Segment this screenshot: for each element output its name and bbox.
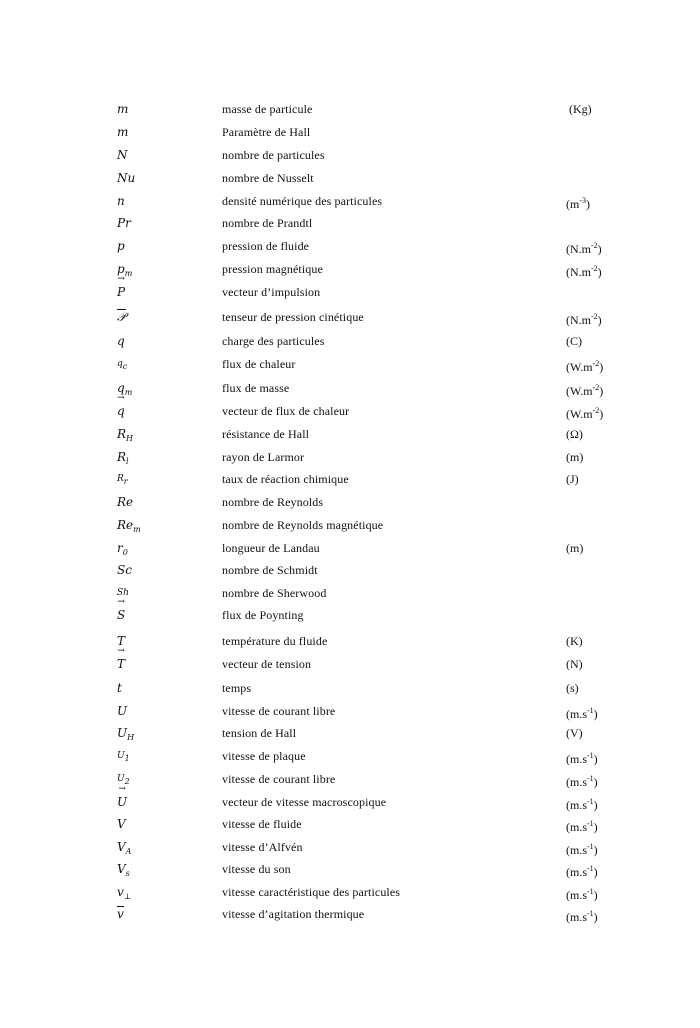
- unit-base: (W.m: [566, 360, 593, 374]
- unit: [566, 261, 602, 280]
- row-tenseur-pression: [0, 309, 700, 331]
- unit: [566, 884, 598, 903]
- symbol-subscript: l: [126, 457, 129, 466]
- symbol-base: t: [117, 681, 122, 695]
- description: vitesse de fluide: [222, 817, 302, 831]
- description: résistance de Hall: [222, 427, 310, 441]
- description: vecteur d’impulsion: [222, 285, 321, 299]
- description: vitesse d’agitation thermique: [222, 907, 365, 921]
- unit-close: ): [586, 197, 591, 211]
- symbol: [117, 703, 127, 719]
- row-prandtl: [0, 215, 700, 237]
- unit-exponent: -1: [587, 909, 594, 918]
- symbol: [117, 284, 125, 300]
- symbol-base: S →: [117, 607, 125, 623]
- description: vitesse du son: [222, 862, 291, 876]
- symbol: [117, 124, 128, 140]
- symbol: [117, 884, 131, 905]
- row-schmidt: [0, 562, 700, 584]
- unit-exponent: -1: [587, 751, 594, 760]
- symbol-base: v: [117, 885, 124, 899]
- symbol-base: V: [117, 840, 126, 854]
- symbol: [117, 426, 133, 447]
- description: tension de Hall: [222, 726, 297, 740]
- symbol-subscript: 1: [124, 754, 130, 763]
- symbol-subscript: H: [126, 434, 134, 443]
- unit-close: ): [593, 910, 598, 924]
- unit: [566, 816, 598, 835]
- unit-exponent: -2: [591, 264, 598, 273]
- symbol-base: U: [117, 726, 128, 740]
- unit-exponent: -1: [587, 774, 594, 783]
- symbol-subscript: m: [124, 269, 133, 278]
- unit: [566, 906, 598, 925]
- description: vitesse de courant libre: [222, 772, 336, 786]
- unit-close: ): [593, 820, 598, 834]
- symbol-base: P →: [117, 284, 125, 300]
- symbol: [117, 540, 128, 561]
- symbol-base: q →: [117, 403, 125, 419]
- description: taux de réaction chimique: [222, 472, 349, 486]
- row-vitesse-son: [0, 861, 700, 883]
- row-masse-particule: [0, 101, 700, 123]
- unit-close: ): [599, 360, 604, 374]
- symbol: [117, 238, 125, 254]
- unit: (Kg): [569, 102, 592, 116]
- unit: [566, 861, 598, 880]
- symbol-base: U: [117, 751, 125, 761]
- unit-base: (m: [566, 197, 580, 211]
- description: vecteur de flux de chaleur: [222, 404, 350, 418]
- symbol-subscript: r: [123, 477, 128, 486]
- symbol-base: q: [117, 359, 123, 369]
- description: vitesse de plaque: [222, 749, 306, 763]
- row-vitesse-courant-libre: [0, 703, 700, 725]
- symbol: [117, 839, 131, 860]
- unit-exponent: -1: [587, 887, 594, 896]
- unit-exponent: -2: [592, 383, 600, 392]
- unit: (N): [566, 657, 583, 671]
- row-vecteur-tension: [0, 656, 700, 678]
- unit-base: (N.m: [566, 242, 591, 256]
- unit-close: ): [597, 265, 602, 279]
- unit-base: (N.m: [566, 265, 591, 279]
- description: nombre de Nusselt: [222, 171, 314, 185]
- unit-base: (m.s: [566, 888, 587, 902]
- symbol-base: Sc: [117, 563, 132, 577]
- unit: [566, 794, 598, 813]
- description: Paramètre de Hall: [222, 125, 311, 139]
- symbol-base: r: [117, 541, 123, 555]
- symbol-base: m: [117, 102, 129, 116]
- row-vitesse-fluide: [0, 816, 700, 838]
- row-vitesse-agitation: [0, 906, 700, 928]
- unit: [566, 238, 602, 257]
- row-parametre-hall: [0, 124, 700, 146]
- unit-exponent: -1: [587, 797, 594, 806]
- description: pression de fluide: [222, 239, 310, 253]
- unit-base: (m.s: [566, 707, 587, 721]
- description: nombre de Sherwood: [222, 586, 327, 600]
- description: nombre de Reynolds: [222, 495, 324, 509]
- unit-exponent: -3: [579, 196, 587, 205]
- symbol: [117, 562, 132, 578]
- symbol: [117, 861, 130, 882]
- unit-base: (m.s: [566, 752, 587, 766]
- symbol-subscript: ⊥: [123, 892, 132, 901]
- symbol-base: U: [117, 704, 128, 718]
- unit: (m): [566, 450, 584, 464]
- symbol: [117, 794, 127, 810]
- symbol-base: T: [117, 634, 126, 648]
- unit-close: ): [599, 384, 604, 398]
- unit-base: (W.m: [566, 407, 593, 421]
- description: temps: [222, 681, 252, 695]
- unit: [566, 703, 598, 722]
- symbol-base: p: [117, 262, 125, 276]
- row-nombre-particules: [0, 147, 700, 169]
- symbol: [117, 816, 126, 832]
- symbol: [117, 193, 125, 209]
- description: masse de particule: [222, 102, 313, 116]
- row-vecteur-vitesse-macro: [0, 794, 700, 816]
- symbol-base: R: [117, 450, 127, 464]
- unit-exponent: -2: [592, 406, 600, 415]
- unit-close: ): [593, 798, 598, 812]
- unit: (m): [566, 541, 584, 555]
- row-temperature-fluide: [0, 633, 700, 655]
- symbol-base: q: [117, 381, 125, 395]
- description: vitesse caractéristique des particules: [222, 885, 401, 899]
- unit-base: (m.s: [566, 910, 587, 924]
- unit: [566, 403, 603, 422]
- symbol: [117, 656, 125, 672]
- symbol-base: T →: [117, 656, 125, 672]
- symbol-base: Sh: [117, 588, 129, 598]
- symbol: [117, 494, 133, 510]
- symbol: [117, 680, 122, 696]
- symbol-base: Re: [117, 495, 134, 509]
- symbol-subscript: c: [122, 362, 128, 371]
- symbol-base: U →: [117, 794, 127, 810]
- symbol-subscript: m: [133, 525, 141, 534]
- symbol-base: R: [117, 427, 127, 441]
- symbol: [117, 906, 124, 922]
- symbol: [117, 101, 128, 117]
- symbol: [117, 170, 135, 186]
- description: température du fluide: [222, 634, 328, 648]
- symbol-base: m: [117, 125, 129, 139]
- symbol-base: Pr: [117, 216, 131, 230]
- description: nombre de Reynolds magnétique: [222, 518, 384, 532]
- unit: (s): [566, 681, 579, 695]
- unit-close: ): [593, 707, 598, 721]
- unit-base: (m.s: [566, 775, 587, 789]
- symbol: [117, 309, 126, 325]
- symbol: [117, 356, 127, 375]
- row-flux-masse: [0, 380, 700, 402]
- unit-exponent: -2: [591, 312, 598, 321]
- description: flux de Poynting: [222, 608, 304, 622]
- unit: [566, 771, 598, 790]
- description: nombre de Schmidt: [222, 563, 318, 577]
- unit-base: (m.s: [566, 843, 587, 857]
- symbol-subscript: A: [125, 847, 132, 856]
- unit-base: (m.s: [566, 798, 587, 812]
- symbol-base: R: [117, 474, 124, 484]
- unit-base: (W.m: [566, 384, 593, 398]
- symbol-base: Nu: [117, 171, 136, 185]
- symbol-base: v: [117, 907, 124, 921]
- unit-close: ): [597, 313, 602, 327]
- description: tenseur de pression cinétique: [222, 310, 364, 324]
- unit-exponent: -1: [587, 819, 594, 828]
- row-nusselt: [0, 170, 700, 192]
- row-temps: [0, 680, 700, 702]
- symbol-base: V: [117, 817, 126, 831]
- unit-exponent: -2: [591, 241, 598, 250]
- symbol-base: 𝒫: [117, 310, 126, 324]
- unit: [566, 380, 603, 399]
- unit: (V): [566, 726, 583, 740]
- description: vecteur de tension: [222, 657, 312, 671]
- unit: [566, 839, 598, 858]
- row-charge-particules: [0, 333, 700, 355]
- symbol: [117, 607, 125, 623]
- unit-close: ): [593, 775, 598, 789]
- symbol-base: q: [117, 334, 125, 348]
- unit-exponent: -2: [592, 359, 600, 368]
- unit-exponent: -1: [587, 842, 594, 851]
- symbol-base: n: [117, 194, 125, 208]
- unit: (K): [566, 634, 583, 648]
- symbol-base: U: [117, 774, 125, 784]
- row-vecteur-flux-chaleur: [0, 403, 700, 425]
- row-tension-hall: [0, 725, 700, 747]
- unit-exponent: -1: [587, 706, 594, 715]
- symbol-base: V: [117, 862, 126, 876]
- row-flux-poynting: [0, 607, 700, 629]
- unit-close: ): [597, 242, 602, 256]
- unit: [566, 309, 602, 328]
- description: flux de masse: [222, 381, 290, 395]
- unit-close: ): [599, 407, 604, 421]
- description: longueur de Landau: [222, 541, 320, 555]
- row-longueur-landau: [0, 540, 700, 562]
- row-vitesse-plaque: [0, 748, 700, 770]
- symbol: [117, 403, 125, 419]
- unit-base: (N.m: [566, 313, 591, 327]
- unit-close: ): [593, 752, 598, 766]
- description: nombre de Prandtl: [222, 216, 313, 230]
- unit-exponent: -1: [587, 864, 594, 873]
- row-resistance-hall: [0, 426, 700, 448]
- description: densité numérique des particules: [222, 194, 383, 208]
- unit: [566, 748, 598, 767]
- description: vitesse de courant libre: [222, 704, 336, 718]
- description: vecteur de vitesse macroscopique: [222, 795, 387, 809]
- symbol: [117, 147, 128, 163]
- symbol: [117, 725, 134, 746]
- unit: (C): [566, 334, 582, 348]
- row-sherwood: [0, 585, 700, 607]
- row-vitesse-caracteristique: [0, 884, 700, 906]
- row-vecteur-impulsion: [0, 284, 700, 306]
- unit: [566, 193, 590, 212]
- description: flux de chaleur: [222, 357, 296, 371]
- symbol-subscript: s: [125, 869, 130, 878]
- unit: [566, 356, 603, 375]
- symbol: [117, 517, 141, 538]
- unit-base: (m.s: [566, 820, 587, 834]
- unit-close: ): [593, 843, 598, 857]
- row-flux-chaleur: [0, 356, 700, 378]
- symbol: [117, 471, 128, 490]
- symbol-base: Re: [117, 518, 134, 532]
- symbol: [117, 333, 125, 349]
- description: charge des particules: [222, 334, 325, 348]
- description: nombre de particules: [222, 148, 325, 162]
- description: pression magnétique: [222, 262, 323, 276]
- symbol: [117, 748, 130, 767]
- symbol-subscript: 2: [124, 777, 130, 786]
- description: vitesse d’Alfvén: [222, 840, 303, 854]
- row-taux-reaction: [0, 471, 700, 493]
- symbol-base: p: [117, 239, 125, 253]
- description: rayon de Larmor: [222, 450, 305, 464]
- symbol: [117, 215, 131, 231]
- row-rayon-larmor: [0, 449, 700, 471]
- row-reynolds: [0, 494, 700, 516]
- symbol-base: N: [117, 148, 128, 162]
- symbol-subscript: m: [124, 388, 133, 397]
- row-pression-fluide: [0, 238, 700, 260]
- symbol-subscript: 0: [122, 548, 128, 557]
- row-pression-magnetique: [0, 261, 700, 283]
- unit-base: (m.s: [566, 865, 587, 879]
- row-reynolds-magnetique: [0, 517, 700, 539]
- unit: (J): [566, 472, 579, 486]
- unit-close: ): [593, 888, 598, 902]
- symbol-subscript: H: [127, 733, 135, 742]
- row-densite-numerique: [0, 193, 700, 215]
- symbol: [117, 449, 129, 470]
- row-vitesse-courant-libre-2: [0, 771, 700, 793]
- unit: (Ω): [566, 427, 583, 441]
- row-vitesse-alfven: [0, 839, 700, 861]
- unit-close: ): [593, 865, 598, 879]
